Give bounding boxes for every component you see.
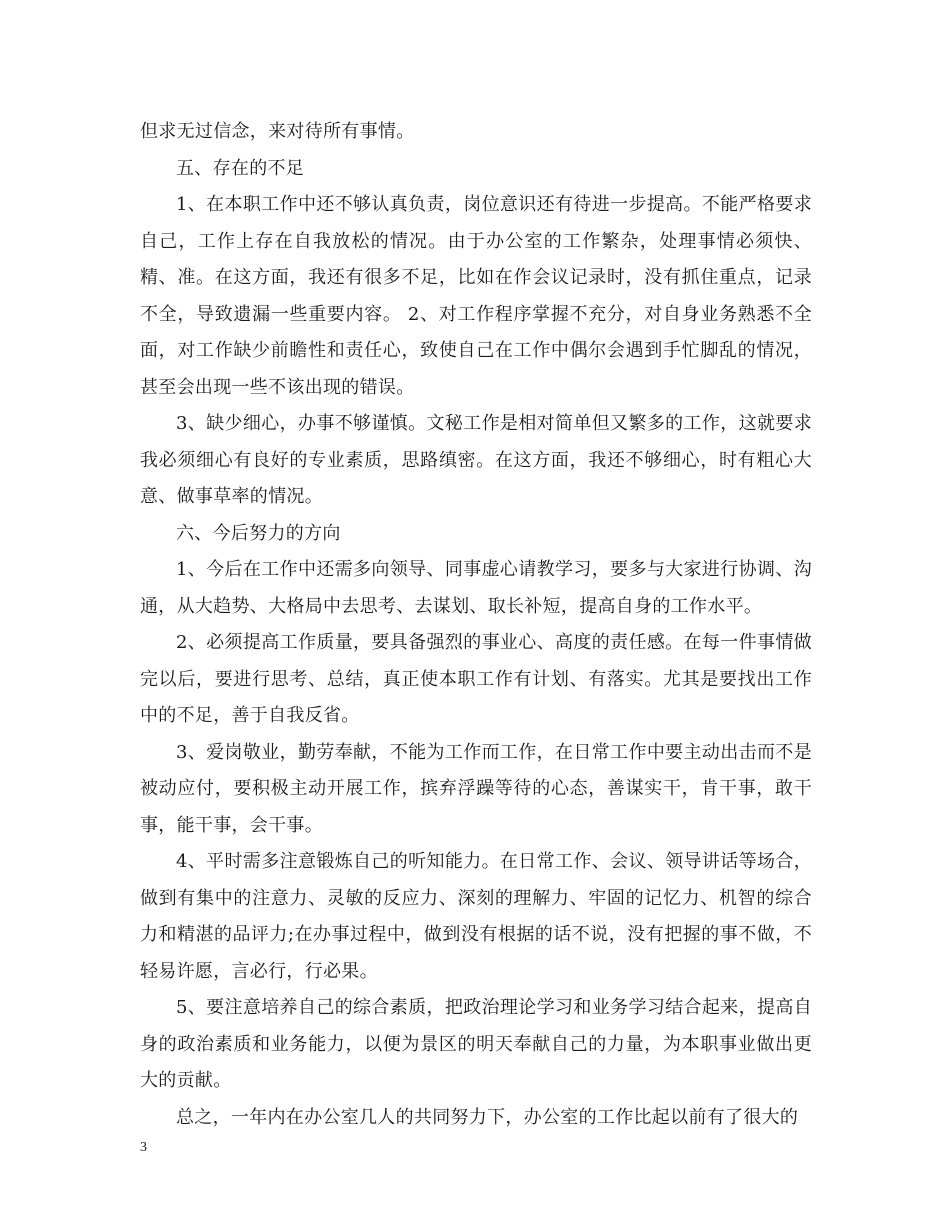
paragraph-shortcoming-3: 3、缺少细心，办事不够谨慎。文秘工作是相对简单但又繁多的工作，这就要求我必须细心有良好的专业素质，思路缜密。在这方面，我还不够细心，时有粗心大意、做事草率的情况。 <box>140 413 812 507</box>
paragraph-direction-5: 5、要注意培养自己的综合素质，把政治理论学习和业务学习结合起来，提高自身的政治素质和业务能力，以便为景区的明天奉献自己的力量，为本职事业做出更大的贡献。 <box>140 997 812 1091</box>
paragraph-1: 但求无过信念，来对待所有事情。 <box>140 121 415 142</box>
document-body <box>140 114 812 1136</box>
paragraph-direction-1: 1、今后在工作中还需多向领导、同事虚心请教学习，要多与大家进行协调、沟通，从大趋势、大格局中去思考、去谋划、取长补短，提高自身的工作水平。 <box>140 559 812 617</box>
paragraph-shortcoming-1: 1、在本职工作中还不够认真负责，岗位意识还有待进一步提高。不能严格要求自己，工作上存在自我放松的情况。由于办公室的工作繁杂，处理事情必须快、精、准。在这方面，我还有很多不足，比如在作会议记录时，没有抓住重点，记录不全，导致遗漏一些重要内容。 2、对工作程序掌握不充分，对自身业务熟悉不全面，对工作缺少前瞻性和责任心，致使自己在工作中偶尔会遇到手忙脚乱的情况，甚至会出现一些不该出现的错误。 <box>140 194 812 398</box>
section-heading-future-direction: 六、今后努力的方向 <box>176 522 341 544</box>
page-number: 3 <box>140 1140 147 1155</box>
paragraph-direction-4: 4、平时需多注意锻炼自己的听知能力。在日常工作、会议、领导讲话等场合，做到有集中的注意力、灵敏的反应力、深刻的理解力、牢固的记忆力、机智的综合力和精湛的品评力;在办事过程中，做到没有根据的话不说，没有把握的事不做，不轻易许愿，言必行，行必果。 <box>140 851 812 982</box>
paragraph-conclusion: 总之，一年内在办公室几人的共同努力下，办公室的工作比起以前有了很大的 <box>176 1106 799 1128</box>
paragraph-direction-3: 3、爱岗敬业，勤劳奉献，不能为工作而工作，在日常工作中要主动出击而不是被动应付，要积极主动开展工作，摈弃浮躁等待的心态，善谋实干，肯干事，敢干事，能干事，会干事。 <box>140 741 812 836</box>
section-heading-shortcomings: 五、存在的不足 <box>176 157 305 179</box>
paragraph-direction-2: 2、必须提高工作质量，要具备强烈的事业心、高度的责任感。在每一件事情做完以后，要进行思考、总结，真正使本职工作有计划、有落实。尤其是要找出工作中的不足，善于自我反省。 <box>140 632 812 726</box>
